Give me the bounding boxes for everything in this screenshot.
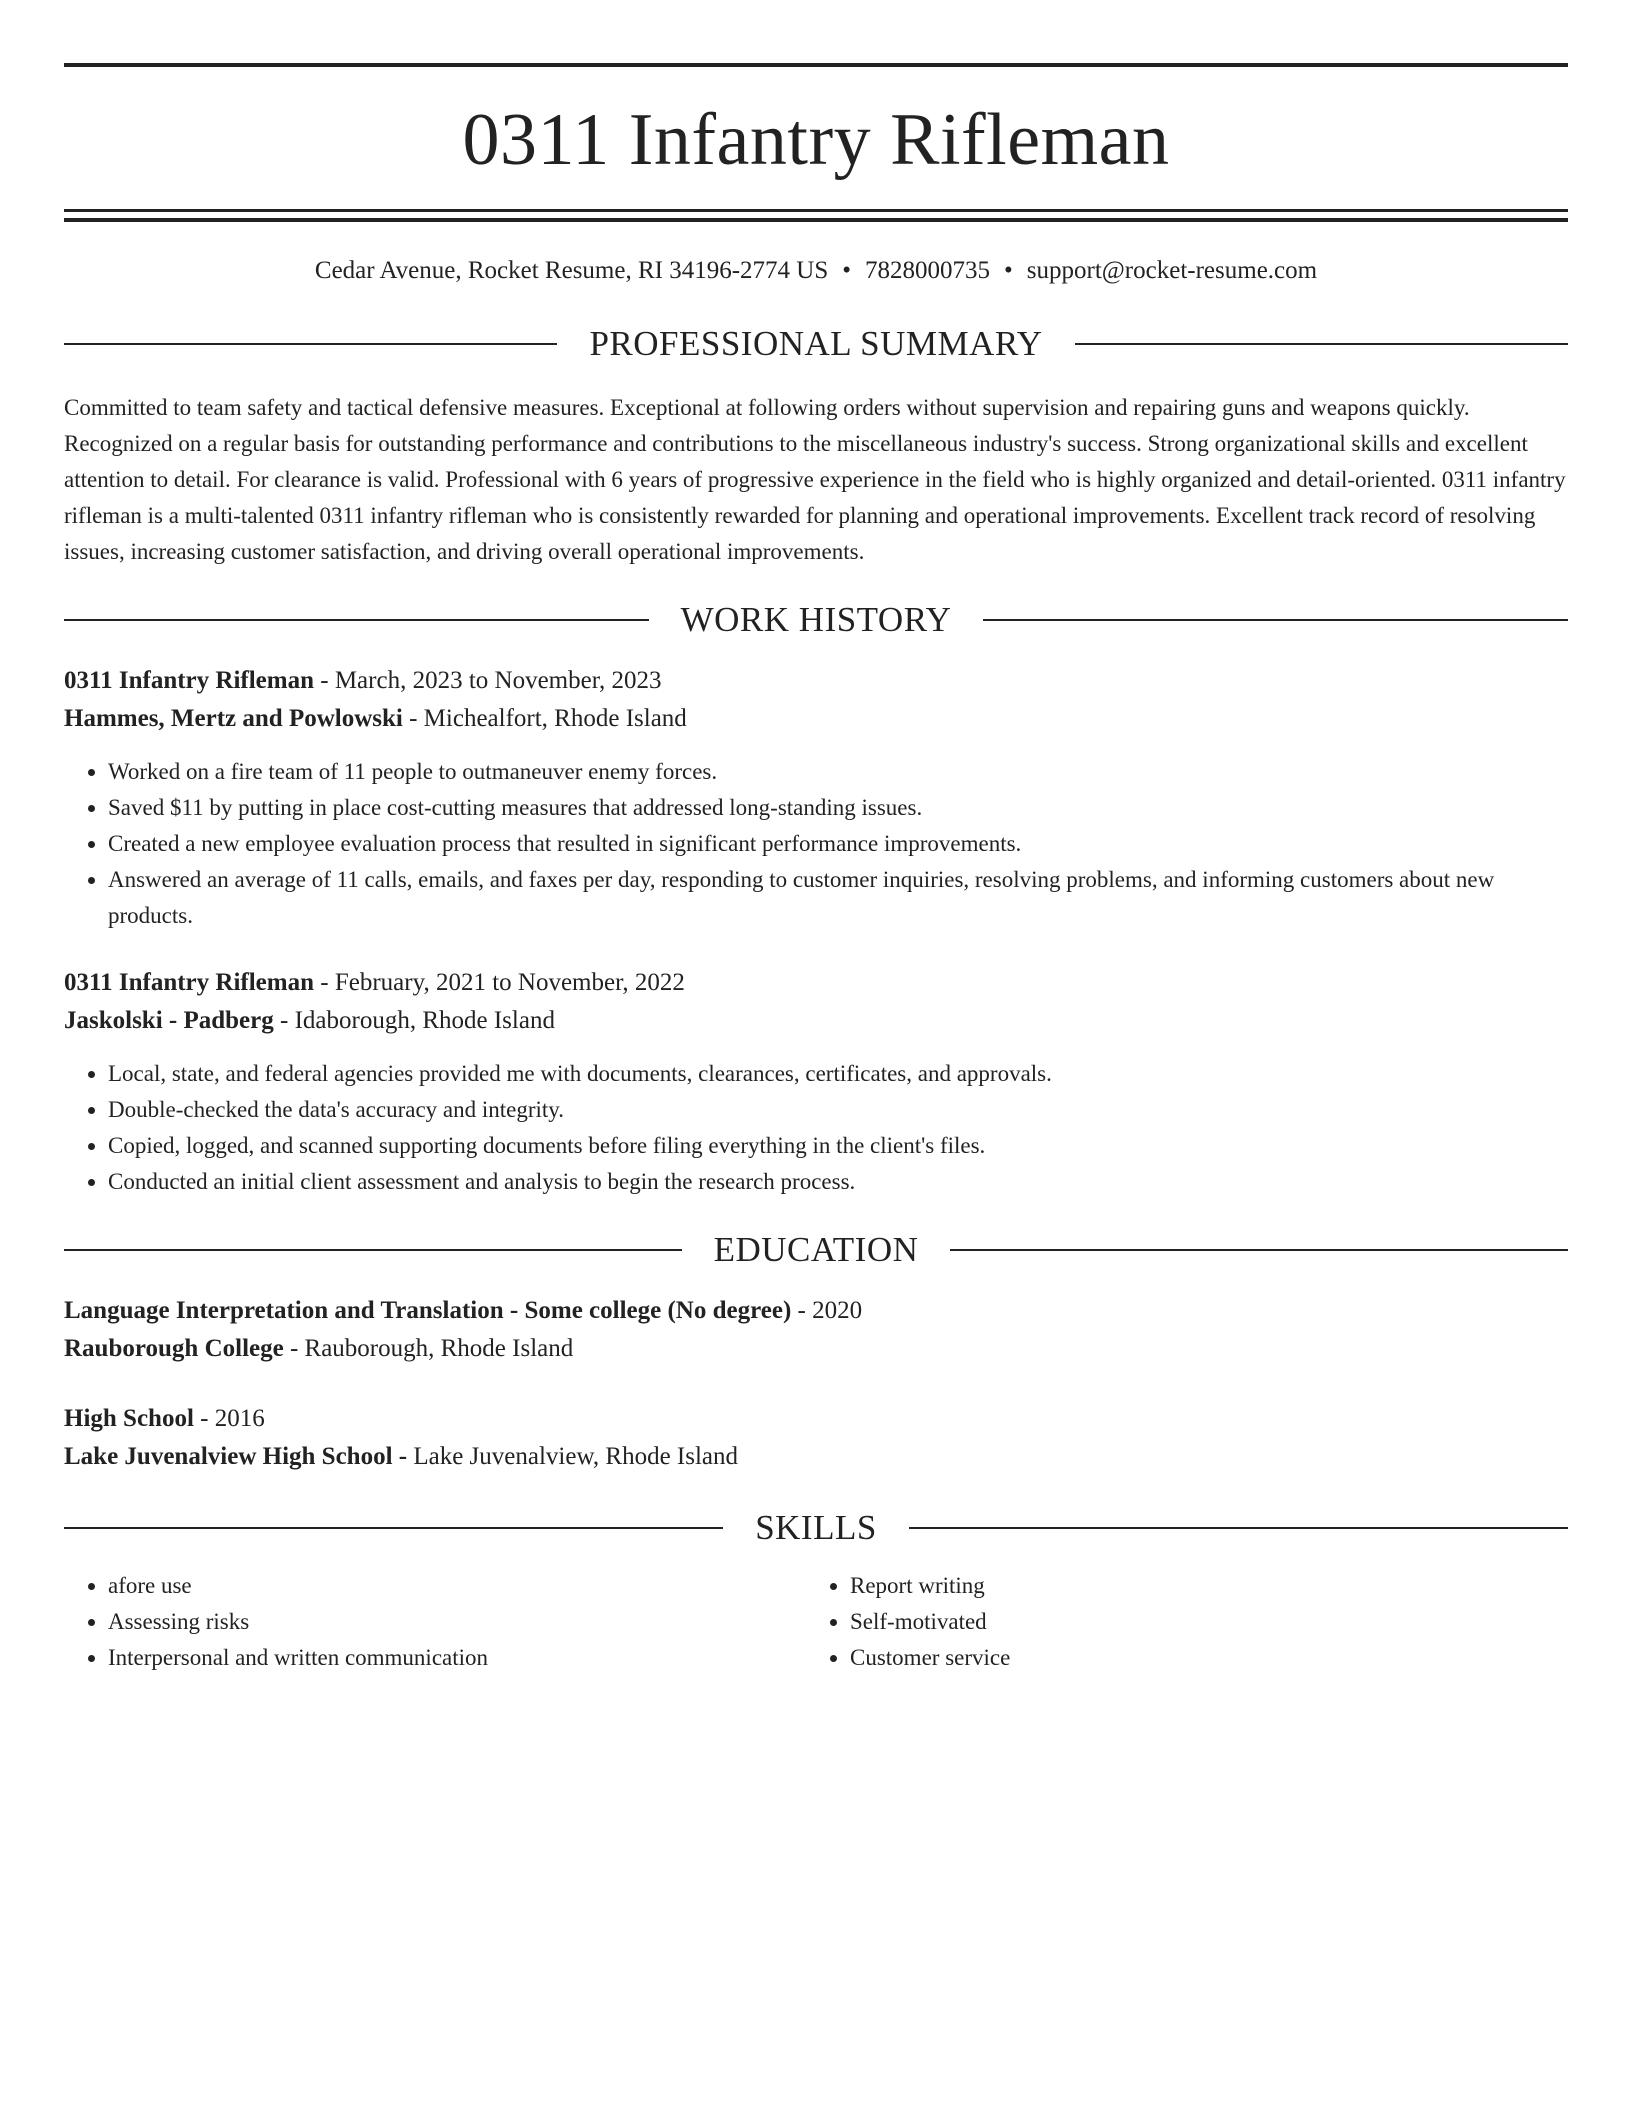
contact-line	[64, 256, 1568, 286]
list-item: • Worked on a fire team of 11 people to outmaneuver enemy forces.	[108, 754, 1568, 790]
contact-separator: •	[842, 257, 852, 284]
list-item: • Created a new employee evaluation process that resulted in significant performance improvements.	[108, 826, 1568, 862]
job-duties-list	[64, 754, 1568, 934]
job-entry	[64, 964, 1568, 1200]
job-title-row	[64, 964, 1568, 1002]
contact-separator: •	[1004, 257, 1013, 284]
work-history-heading-label: WORK HISTORY	[680, 600, 952, 639]
resume-title: 0311 Infantry Rifleman	[462, 99, 1170, 181]
school: Lake Juvenalview High School -	[64, 1443, 408, 1470]
job-company-row	[64, 1002, 1568, 1040]
education-heading-label: EDUCATION	[713, 1230, 919, 1269]
job-title: 0311 Infantry Rifleman	[64, 969, 314, 996]
summary-heading-label: PROFESSIONAL SUMMARY	[589, 324, 1043, 363]
job-entry	[64, 662, 1568, 934]
school-location: - Rauborough, Rhode Island	[283, 1335, 574, 1362]
summary-text: Committed to team safety and tactical defensive measures. Exceptional at following orders without supervision and repairing guns and weapons quickly. Recognized on a regular basis for outstanding performance and contributions to the miscellaneous industry's success. Strong organizational skills and excellent attention to detail. For clearance is valid. Professional with 6 years of progressive experience in the field who is highly organized and detail-oriented. 0311 infantry rifleman is a multi-talented 0311 infantry rifleman who is consistently rewarded for planning and operational improvements. Excellent track record of resolving issues, increasing customer satisfaction, and driving overall operational improvements.	[64, 395, 1566, 564]
skills-heading-label: SKILLS	[755, 1508, 877, 1547]
skill-item: • Interpersonal and written communication	[108, 1640, 806, 1676]
skills-heading	[64, 1508, 1568, 1548]
work-history-heading	[64, 600, 1568, 640]
school-row	[64, 1330, 1568, 1368]
list-item: • Copied, logged, and scanned supporting documents before filing everything in the client's files.	[108, 1128, 1568, 1164]
graduation-year: - 2020	[791, 1297, 863, 1324]
job-duties-list	[64, 1056, 1568, 1200]
job-company: Hammes, Mertz and Powlowski	[64, 705, 403, 732]
job-company-row	[64, 700, 1568, 738]
list-item: • Saved $11 by putting in place cost-cutting measures that addressed long-standing issues.	[108, 790, 1568, 826]
degree-row	[64, 1292, 1568, 1330]
skill-item: • Customer service	[850, 1640, 1548, 1676]
degree: High School	[64, 1405, 194, 1432]
job-dates: - February, 2021 to November, 2022	[314, 969, 685, 996]
skill-item: • Self-motivated	[850, 1604, 1548, 1640]
job-title: 0311 Infantry Rifleman	[64, 667, 314, 694]
skill-item: • Report writing	[850, 1568, 1548, 1604]
title-double-rule	[64, 209, 1568, 222]
job-title-row	[64, 662, 1568, 700]
skill-item: • Assessing risks	[108, 1604, 806, 1640]
job-location: - Michealfort, Rhode Island	[402, 705, 687, 732]
contact-address: Cedar Avenue, Rocket Resume, RI 34196-2774 US	[314, 257, 829, 284]
summary-heading	[64, 324, 1568, 364]
contact-email: support@rocket-resume.com	[1026, 257, 1318, 284]
degree: Language Interpretation and Translation - Some college (No degree)	[64, 1297, 792, 1324]
education-entry	[64, 1400, 1568, 1476]
school-row	[64, 1438, 1568, 1476]
job-dates: - March, 2023 to November, 2023	[314, 667, 662, 694]
resume-page	[64, 63, 1568, 1676]
skills-column-right	[806, 1568, 1548, 1676]
list-item: • Local, state, and federal agencies provided me with documents, clearances, certificates, and approvals.	[108, 1056, 1568, 1092]
degree-row	[64, 1400, 1568, 1438]
list-item: • Conducted an initial client assessment and analysis to begin the research process.	[108, 1164, 1568, 1200]
list-item: • Answered an average of 11 calls, emails, and faxes per day, responding to customer inquiries, resolving problems, and informing customers about new products.	[108, 862, 1568, 934]
skill-item: • afore use	[108, 1568, 806, 1604]
education-heading	[64, 1230, 1568, 1270]
graduation-year: - 2016	[193, 1405, 265, 1432]
education-entry	[64, 1292, 1568, 1368]
skills-list	[64, 1568, 1568, 1676]
contact-phone: 7828000735	[865, 257, 991, 284]
job-location: - Idaborough, Rhode Island	[273, 1007, 555, 1034]
school: Rauborough College	[64, 1335, 284, 1362]
job-company: Jaskolski - Padberg	[64, 1007, 274, 1034]
school-location: Lake Juvenalview, Rhode Island	[407, 1443, 739, 1470]
list-item: • Double-checked the data's accuracy and integrity.	[108, 1092, 1568, 1128]
skills-column-left	[64, 1568, 806, 1676]
top-rule	[64, 63, 1568, 67]
